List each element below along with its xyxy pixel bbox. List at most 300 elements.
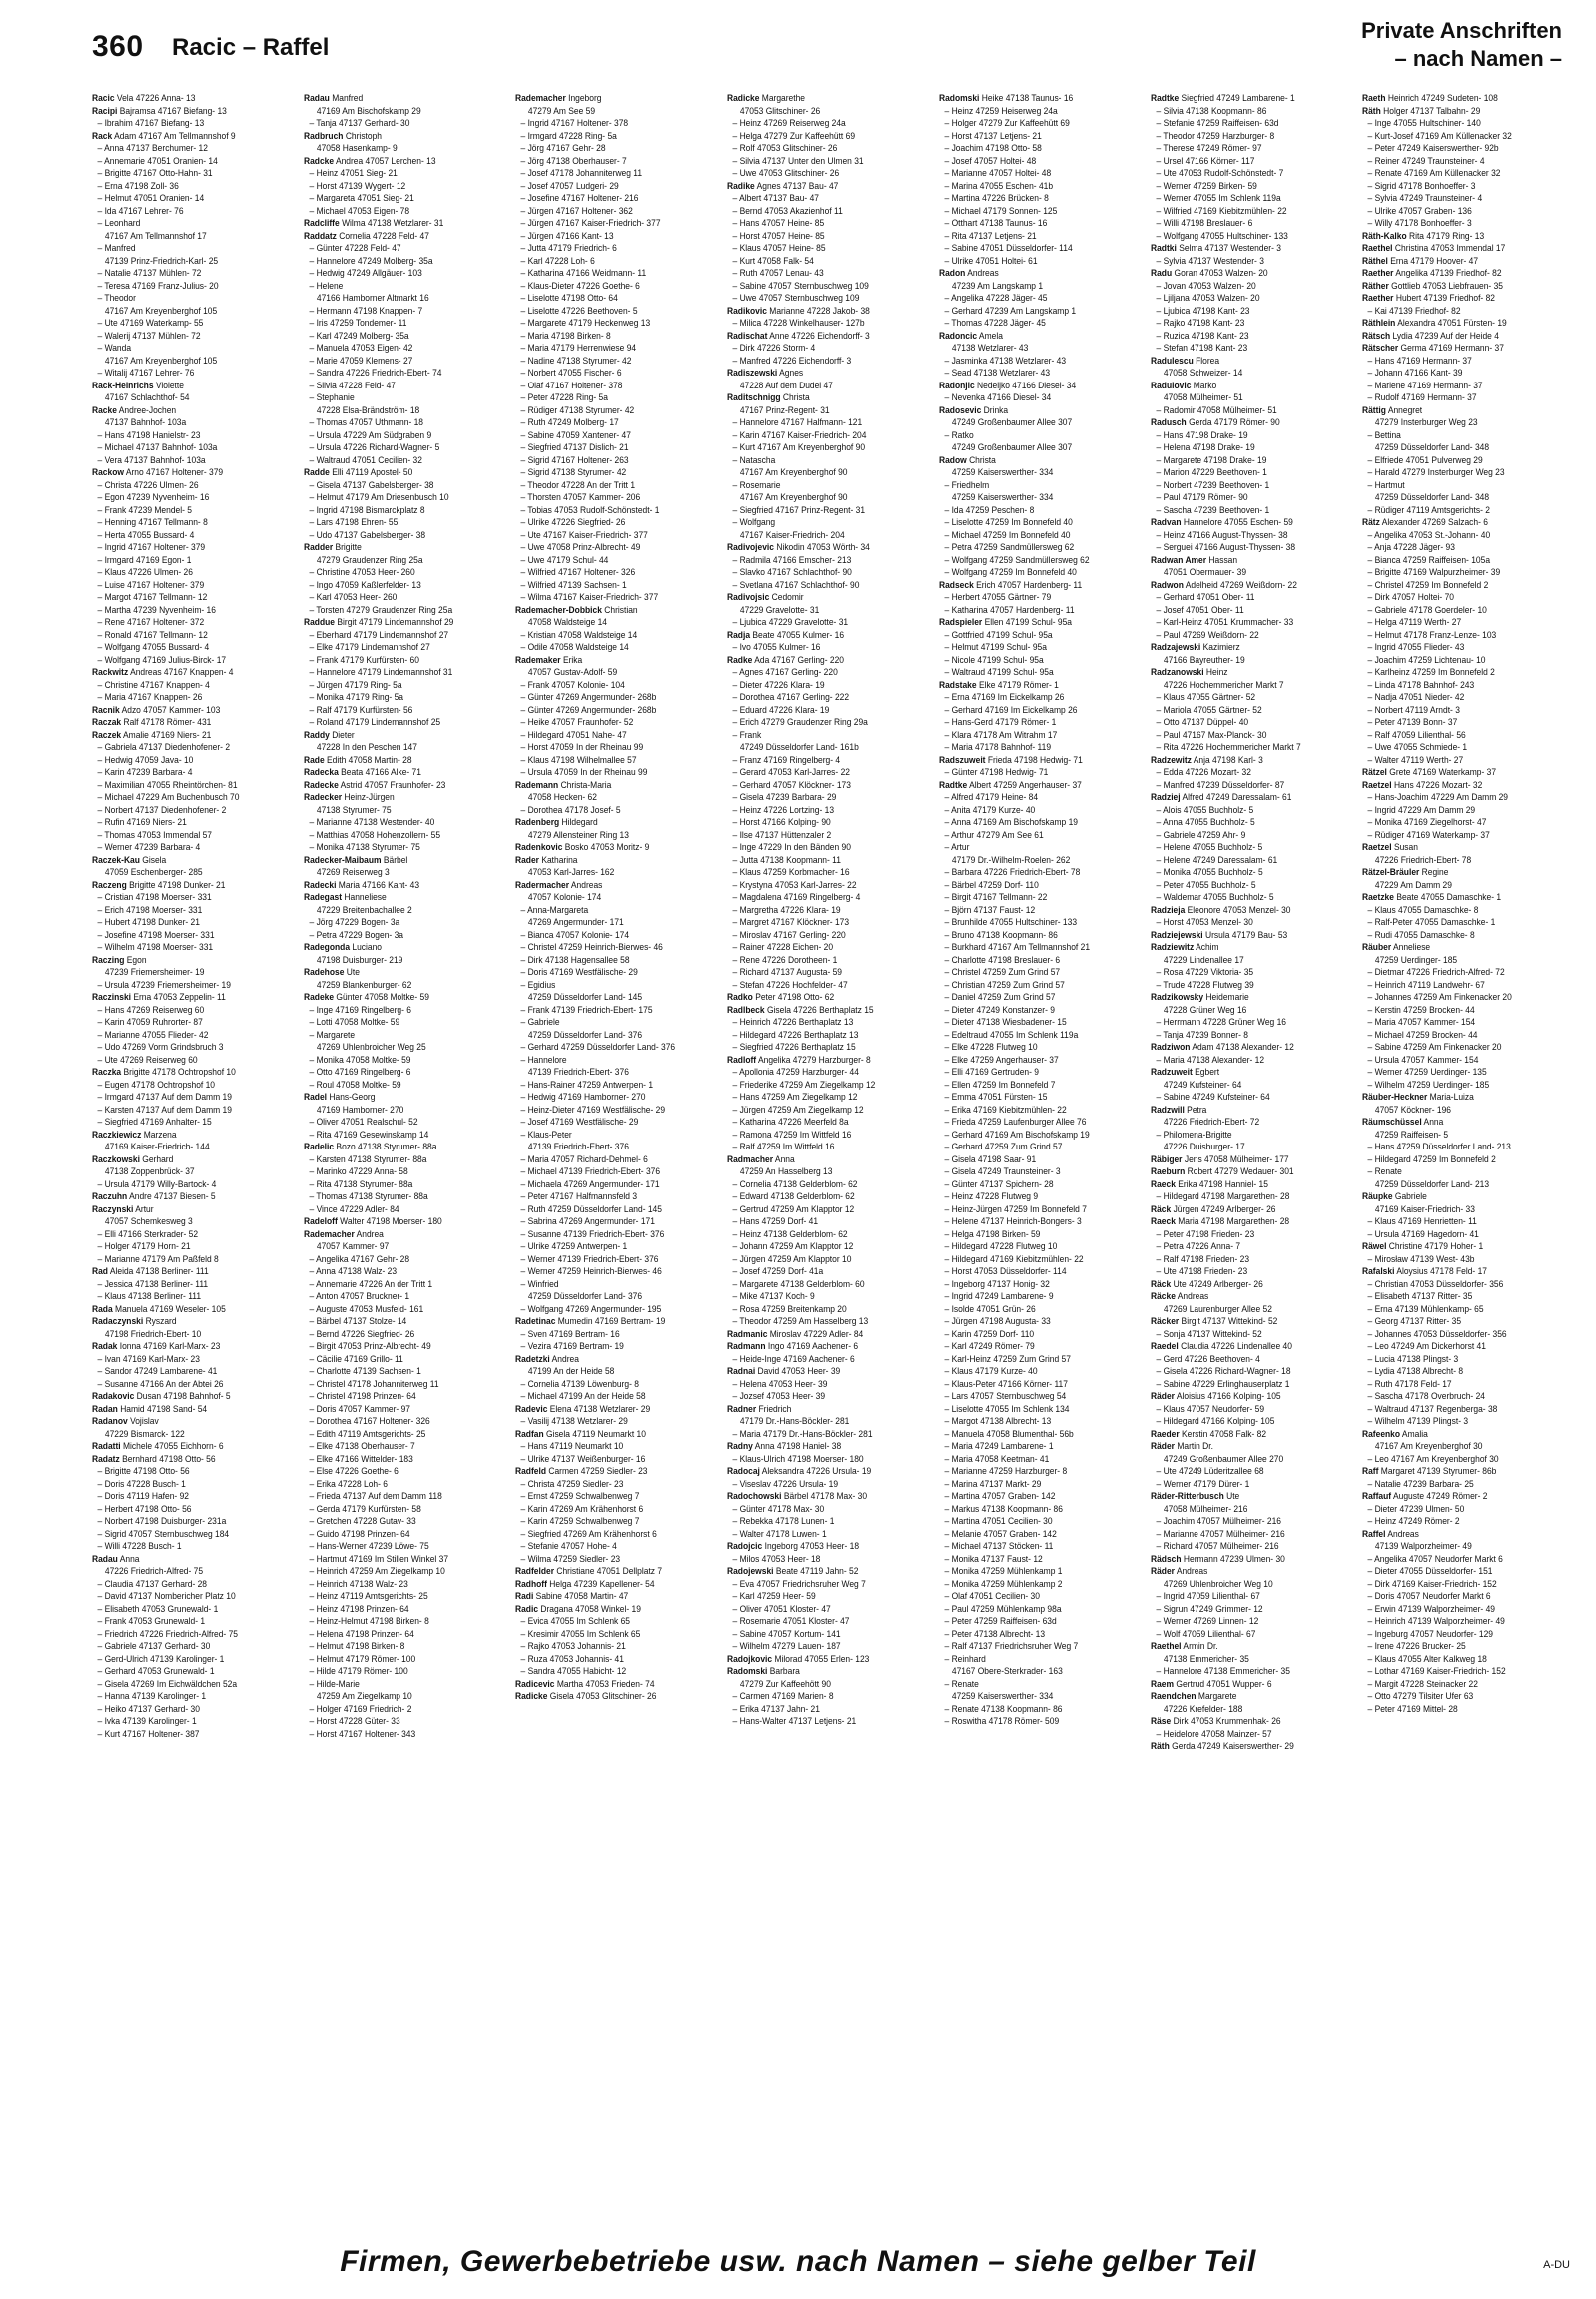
entry-details: Andrea [356, 1228, 384, 1239]
entry-details: 47169 Am Bischofskamp 29 [316, 105, 421, 116]
directory-entry [939, 991, 1129, 1004]
entry-details: Margarete [1197, 1691, 1237, 1701]
entry-surname: Radecker [304, 792, 343, 802]
entry-details: 47279 Allensteiner Ring 13 [527, 829, 629, 840]
entry-details: Christiane 47051 Dellplatz 7 [556, 1566, 663, 1576]
entry-surname: Raditschnigg [727, 392, 781, 402]
entry-details: – Hildegard 47226 Berthaplatz 13 [732, 1029, 859, 1040]
entry-details: – Sigrun 47249 Grimmer- 12 [1156, 1603, 1263, 1614]
entry-details: – Klaus-Dieter 47226 Goethe- 6 [520, 280, 640, 291]
directory-entry [939, 1203, 1129, 1216]
directory-entry [1362, 230, 1552, 243]
entry-details: – Magdalena 47169 Ringelberg- 4 [732, 892, 861, 902]
entry-details: 47139 Walporzheimer- 49 [1374, 1541, 1472, 1551]
directory-entry [304, 255, 493, 268]
entry-details: – Hans-Walter 47137 Letjens- 21 [732, 1716, 857, 1726]
directory-entry [515, 1190, 705, 1203]
entry-details: Anna 47198 Haniel- 38 [754, 1441, 842, 1451]
directory-entry [515, 367, 705, 380]
directory-entry [727, 1653, 917, 1666]
entry-surname: Radow [939, 454, 967, 465]
entry-details: – Rosa 47229 Viktoria- 35 [1156, 967, 1254, 977]
directory-entry [939, 92, 1129, 105]
directory-entry [92, 142, 282, 155]
directory-entry [1151, 1478, 1340, 1491]
directory-entry [304, 1041, 493, 1054]
entry-details: – Manuela 47058 Blumenthal- 56b [944, 1428, 1074, 1439]
directory-entry [92, 1165, 282, 1178]
entry-details: – Helena 47053 Heer- 39 [732, 1378, 828, 1389]
entry-surname: Raczinski [92, 992, 131, 1002]
entry-details: – Petra 47259 Sandmüllersweg 62 [944, 542, 1075, 552]
directory-entry [304, 380, 493, 392]
directory-entry [727, 1240, 917, 1253]
directory-entry [939, 1290, 1129, 1303]
directory-entry [939, 841, 1129, 854]
directory-entry [727, 1478, 917, 1491]
directory-entry [727, 841, 917, 854]
entry-details: Gisela 47053 Glitschiner- 26 [549, 1691, 657, 1701]
directory-entry [1151, 180, 1340, 193]
directory-entry [92, 1290, 282, 1303]
entry-details: – Ljubica 47198 Kant- 23 [1156, 305, 1250, 316]
entry-details: – Joachim 47259 Lichtenau- 10 [1367, 654, 1486, 665]
directory-entry [92, 591, 282, 604]
directory-entry [1362, 454, 1552, 467]
directory-entry [92, 1490, 282, 1503]
directory-entry [1151, 1141, 1340, 1153]
entry-surname: Radbruch [304, 130, 344, 141]
directory-column-7 [1362, 92, 1552, 2229]
directory-entry [304, 267, 493, 280]
entry-details: – Ernst 47259 Schwalbenweg 7 [520, 1491, 640, 1501]
directory-entry [1362, 1465, 1552, 1478]
directory-entry [304, 1378, 493, 1391]
entry-details: – Renate 47169 Am Küllenacker 32 [1367, 168, 1501, 178]
entry-details: – Rene 47167 Holtener- 372 [97, 617, 205, 627]
entry-details: – Rita 47226 Hochemmericher Markt 7 [1156, 742, 1301, 752]
directory-entry [939, 1628, 1129, 1641]
entry-details: – Ursula 47226 Richard-Wagner- 5 [309, 442, 440, 452]
entry-details: Gerda 47179 Römer- 90 [1189, 417, 1280, 427]
directory-entry [1151, 1315, 1340, 1328]
directory-entry [1151, 1490, 1340, 1503]
entry-details: 47167 Am Kreyenberghof 90 [739, 492, 848, 502]
entry-details: – Sigrid 47138 Styrumer- 42 [520, 467, 627, 477]
directory-entry [939, 1453, 1129, 1466]
entry-details: 47167 Kaiser-Friedrich- 204 [739, 529, 845, 540]
directory-entry [1362, 679, 1552, 692]
entry-details: 47249 Kufsteiner- 64 [1163, 1079, 1242, 1090]
entry-surname: Radtke [1151, 93, 1180, 103]
entry-details: – Hildegard 47169 Kiebitzmühlen- 22 [944, 1253, 1084, 1264]
page-footer [0, 2237, 1596, 2297]
directory-entry [939, 979, 1129, 992]
entry-details: Mumedin 47169 Bertram- 19 [557, 1316, 666, 1326]
entry-details: 47259 Kaiserswerther- 334 [951, 492, 1054, 502]
entry-details: 47249 Großenbaumer Allee 307 [951, 442, 1073, 452]
entry-details: 47166 Bayreuther- 19 [1163, 654, 1245, 665]
directory-entry [1362, 479, 1552, 492]
entry-details: Ralf 47178 Römer- 431 [123, 717, 212, 727]
directory-entry [727, 541, 917, 554]
entry-details: Siegfried 47249 Lambarene- 1 [1181, 93, 1295, 103]
directory-entry [1151, 1465, 1340, 1478]
entry-details: 47167 Am Kreyenberghof 105 [104, 305, 218, 316]
entry-details: – Bianca 47259 Raiffeisen- 105a [1367, 554, 1491, 565]
entry-details: – Peter 47138 Albrecht- 13 [944, 1628, 1046, 1639]
directory-entry [1362, 1390, 1552, 1403]
entry-details: – Ljubica 47229 Gravelotte- 31 [732, 617, 849, 627]
entry-details: – Helene 47249 Daressalam- 61 [1156, 854, 1278, 865]
directory-entry [1362, 654, 1552, 667]
entry-details: 47239 Am Langskamp 1 [951, 280, 1044, 291]
directory-entry [515, 1528, 705, 1541]
directory-entry [939, 691, 1129, 704]
directory-entry [515, 92, 705, 105]
entry-details: – Carmen 47169 Marien- 8 [732, 1691, 834, 1701]
directory-entry [92, 1665, 282, 1678]
entry-details: Aleksandra 47226 Ursula- 19 [761, 1466, 872, 1476]
directory-entry [939, 142, 1129, 155]
directory-entry [515, 1678, 705, 1691]
directory-entry [92, 804, 282, 817]
entry-details: – Ingrid 47059 Lilienthal- 67 [1156, 1591, 1260, 1601]
entry-surname: Radwon [1151, 579, 1184, 590]
entry-details: 47057 Kammer- 97 [316, 1241, 390, 1251]
entry-details: Heike 47138 Taunus- 16 [981, 93, 1074, 103]
entry-details: – Dirk 47057 Holtei- 70 [1367, 592, 1454, 602]
entry-details: – Jessica 47138 Berliner- 111 [97, 1278, 209, 1289]
directory-entry [304, 1365, 493, 1378]
entry-details: – Rufin 47169 Niers- 21 [97, 817, 187, 827]
entry-details: – Karin 47259 Schwalbenweg 7 [520, 1516, 640, 1526]
entry-surname: Raether [1362, 293, 1394, 303]
directory-entry [939, 1690, 1129, 1703]
entry-details: Aloysius 47178 Feld- 17 [1396, 1266, 1488, 1276]
directory-entry [727, 192, 917, 205]
directory-entry [727, 305, 917, 318]
entry-details: – Klaus-Ulrich 47198 Moerser- 180 [732, 1453, 864, 1464]
directory-entry [92, 1565, 282, 1578]
directory-entry [727, 529, 917, 542]
directory-entry [515, 1203, 705, 1216]
directory-entry [1362, 1116, 1552, 1129]
directory-entry [1362, 130, 1552, 143]
entry-surname: Rackow [92, 467, 124, 477]
directory-entry [1151, 866, 1340, 879]
directory-entry [515, 441, 705, 454]
entry-details: – Waldemar 47055 Buchholz- 5 [1156, 892, 1274, 902]
entry-details: 47259 Düsseldorfer Land- 145 [527, 992, 643, 1002]
entry-details: – Helmut 47179 Römer- 100 [309, 1653, 416, 1664]
entry-details: 47259 Uerdinger- 185 [1374, 954, 1458, 965]
directory-entry [1151, 330, 1340, 343]
directory-entry [304, 1690, 493, 1703]
directory-entry [1362, 729, 1552, 742]
entry-details: Florea [1196, 355, 1220, 366]
entry-surname: Radstake [939, 679, 977, 690]
entry-details: – Marianne 47259 Harzburger- 8 [944, 1466, 1068, 1476]
directory-entry [304, 566, 493, 579]
entry-surname: Räumschüssel [1362, 1117, 1422, 1127]
entry-details: – Heiko 47137 Gerhard- 30 [97, 1703, 200, 1714]
directory-entry [515, 416, 705, 429]
entry-details: – Maria 47179 Herrenwiese 94 [520, 343, 637, 353]
directory-entry [92, 1178, 282, 1191]
entry-details: 47137 Bahnhof- 103a [104, 417, 187, 427]
directory-entry [515, 1041, 705, 1054]
entry-details: – Otto 47169 Ringelberg- 6 [309, 1067, 411, 1077]
directory-entry [92, 1403, 282, 1416]
entry-details: – Otthart 47138 Taunus- 16 [944, 218, 1048, 228]
entry-details: – Helga 47198 Birken- 59 [944, 1228, 1041, 1239]
entry-details: – Monika 47259 Mühlenkamp 2 [944, 1578, 1063, 1589]
entry-surname: Radau [92, 1553, 118, 1564]
entry-details: – Ursula 47179 Willy-Bartock- 4 [97, 1178, 217, 1189]
directory-entry [1151, 1590, 1340, 1603]
entry-details: – Klaus 47169 Henrietten- 11 [1367, 1216, 1477, 1226]
entry-details: 47057 Schemkesweg 3 [104, 1216, 193, 1226]
entry-details: Lydia 47239 Auf der Heide 4 [1392, 330, 1499, 341]
directory-entry [92, 255, 282, 268]
entry-details: – Gerard 47053 Karl-Jarres- 22 [732, 767, 850, 777]
entry-details: – Renate 47138 Koopmann- 86 [944, 1703, 1063, 1714]
directory-entry [515, 791, 705, 804]
directory-entry [1151, 1515, 1340, 1528]
directory-entry [304, 1453, 493, 1466]
entry-surname: Raem [1151, 1678, 1175, 1689]
directory-entry [515, 1665, 705, 1678]
directory-entry [1151, 741, 1340, 754]
entry-details: – Heinz 47249 Römer- 2 [1367, 1516, 1460, 1526]
directory-entry [727, 1378, 917, 1391]
entry-details: – Marion 47229 Beethoven- 1 [1156, 467, 1267, 477]
entry-details: – Ingrid 47055 Flieder- 43 [1367, 642, 1465, 652]
entry-details: – Karsten 47137 Auf dem Damm 19 [97, 1104, 232, 1115]
entry-details: Albert 47259 Angerhauser- 37 [969, 779, 1082, 790]
directory-entry [304, 916, 493, 929]
entry-details: – Maria 47179 Dr.-Hans-Böckler- 281 [732, 1428, 873, 1439]
directory-entry [939, 105, 1129, 118]
directory-entry [92, 941, 282, 954]
entry-details: – Wilma 47259 Siedler- 23 [520, 1553, 621, 1564]
entry-details: – Karl 47259 Heer- 59 [732, 1591, 816, 1601]
directory-entry [1362, 117, 1552, 130]
entry-details: – Michaela 47269 Angermunder- 171 [520, 1178, 660, 1189]
entry-details: – Teresa 47169 Franz-Julius- 20 [97, 280, 219, 291]
entry-details: – Josef 47178 Johanniterweg 11 [520, 168, 643, 178]
entry-details: – Liselotte 47259 Im Bonnefeld 40 [944, 517, 1073, 527]
entry-details: – Günter 47178 Max- 30 [732, 1503, 825, 1514]
entry-details: – Heinrich 47226 Berthaplatz 13 [732, 1017, 854, 1027]
entry-details: 47167 Am Kreyenberghof 105 [104, 355, 218, 366]
entry-details: 47167 Am Kreyenberghof 90 [739, 467, 848, 477]
entry-surname: Radaczynski [92, 1316, 144, 1326]
directory-entry [727, 92, 917, 105]
entry-details: – Heinz 47228 Flutweg 9 [944, 1191, 1039, 1201]
directory-entry [1151, 604, 1340, 617]
entry-details: Germa 47169 Hermann- 37 [1400, 343, 1504, 353]
entry-details: Dieter [332, 729, 355, 740]
entry-details: Hans 47226 Mozart- 32 [1393, 779, 1483, 790]
directory-entry [727, 1228, 917, 1241]
directory-entry [515, 267, 705, 280]
directory-entry [92, 979, 282, 992]
entry-details: – Peter 47139 Bonn- 37 [1367, 717, 1458, 727]
directory-entry [304, 704, 493, 717]
entry-details: – Anja 47228 Jäger- 93 [1367, 542, 1455, 552]
entry-surname: Radziej [1151, 792, 1181, 802]
entry-details: – Jürgen 47167 Holtener- 362 [520, 205, 633, 216]
entry-surname: Räthlein [1362, 318, 1396, 328]
directory-entry [727, 1603, 917, 1616]
entry-details: – Karl 47249 Molberg- 35a [309, 330, 409, 341]
directory-entry [515, 641, 705, 654]
directory-entry [939, 566, 1129, 579]
directory-entry [1151, 1116, 1340, 1129]
entry-details: 47169 Kaiser-Friedrich- 33 [1374, 1203, 1475, 1214]
entry-details: – Angelika 47167 Gehr- 28 [309, 1253, 410, 1264]
directory-entry [1151, 691, 1340, 704]
directory-entry [1362, 1215, 1552, 1228]
entry-details: – Nadine 47138 Styrumer- 42 [520, 355, 632, 366]
directory-entry [304, 979, 493, 992]
entry-details: – Theodor 47259 Am Hasselberg 13 [732, 1316, 869, 1326]
directory-entry [727, 1503, 917, 1516]
directory-entry [1151, 1428, 1340, 1441]
directory-entry [1362, 142, 1552, 155]
entry-details: 47259 Raiffeisen- 5 [1374, 1129, 1449, 1140]
entry-details: – Herta 47055 Bussard- 4 [97, 529, 195, 540]
directory-entry [1151, 255, 1340, 268]
entry-surname: Raeder [1151, 1428, 1180, 1439]
directory-entry [1362, 317, 1552, 330]
directory-entry [939, 829, 1129, 842]
directory-entry [304, 1578, 493, 1591]
directory-entry [939, 591, 1129, 604]
directory-entry [939, 854, 1129, 867]
entry-details: – Ingrid 47229 Am Damm 29 [1367, 804, 1476, 815]
directory-entry [304, 1153, 493, 1166]
directory-entry [515, 1029, 705, 1042]
entry-surname: Raedel [1151, 1341, 1179, 1351]
entry-details: – Krystyna 47053 Karl-Jarres- 22 [732, 879, 857, 890]
directory-entry [939, 1515, 1129, 1528]
entry-details: – Horst 47053 Menzel- 30 [1156, 917, 1253, 927]
entry-details: – Ute 47053 Rudolf-Schönstedt- 7 [1156, 168, 1284, 178]
directory-entry [939, 1079, 1129, 1092]
entry-details: Aleida 47138 Berliner- 111 [109, 1266, 209, 1276]
entry-surname: Radosevic [939, 404, 982, 415]
directory-entry [304, 1565, 493, 1578]
directory-entry [1151, 1265, 1340, 1278]
entry-surname: Raddy [304, 729, 330, 740]
directory-entry [515, 466, 705, 479]
entry-surname: Raffauf [1362, 1491, 1392, 1501]
entry-details: – Wolfgang 47259 Im Bonnefeld 40 [944, 567, 1077, 577]
entry-surname: Rätscher [1362, 343, 1399, 353]
entry-details: Beate 47055 Damaschke- 1 [1396, 892, 1502, 902]
directory-entry [304, 1079, 493, 1092]
directory-entry [515, 679, 705, 692]
directory-entry [515, 529, 705, 542]
directory-entry [1362, 529, 1552, 542]
directory-entry [304, 641, 493, 654]
directory-entry [939, 916, 1129, 929]
directory-entry [515, 741, 705, 754]
directory-entry [939, 1165, 1129, 1178]
directory-entry [1151, 1091, 1340, 1104]
entry-details: Andreas [967, 268, 999, 278]
directory-entry [727, 966, 917, 979]
entry-surname: Rätzel [1362, 767, 1387, 777]
directory-entry [92, 317, 282, 330]
directory-entry [515, 841, 705, 854]
entry-details: Holger 47137 Talbahn- 29 [1383, 105, 1481, 116]
entry-details: – Hans 47269 Reiserweg 60 [97, 1004, 205, 1015]
entry-details: 47169 Hamborner- 270 [316, 1104, 404, 1115]
directory-entry [939, 1240, 1129, 1253]
entry-details: – Doris 47057 Neudorfer Markt 6 [1367, 1591, 1491, 1601]
directory-entry [727, 1290, 917, 1303]
entry-details: – Therese 47249 Römer- 97 [1156, 143, 1262, 153]
entry-details: – Ursula 47057 Kammer- 154 [1367, 1054, 1479, 1065]
directory-entry [515, 1228, 705, 1241]
entry-details: – Radomir 47058 Mülheimer- 51 [1156, 404, 1277, 415]
entry-details: – Horst 47137 Letjens- 21 [944, 130, 1042, 141]
directory-entry [92, 616, 282, 629]
directory-entry [939, 1190, 1129, 1203]
directory-entry [304, 766, 493, 779]
entry-details: 47269 Reiserweg 3 [316, 867, 390, 877]
directory-entry [1362, 691, 1552, 704]
directory-entry [1362, 105, 1552, 118]
entry-details: – Erna 47198 Zoll- 36 [97, 180, 179, 191]
directory-entry [939, 604, 1129, 617]
directory-entry [304, 716, 493, 729]
directory-entry [515, 754, 705, 767]
entry-details: – Silvia 47137 Unter den Ulmen 31 [732, 155, 864, 166]
entry-surname: Radojewski [727, 1566, 774, 1576]
directory-entry [727, 754, 917, 767]
entry-details: – Uwe 47057 Sternbuschweg 109 [732, 293, 860, 303]
directory-entry [304, 1415, 493, 1428]
entry-details: Ingeborg [568, 93, 602, 103]
entry-details: Beate 47119 Jahn- 52 [775, 1566, 859, 1576]
directory-entry [92, 816, 282, 829]
section-title-line2: – nach Namen – [1394, 46, 1562, 71]
directory-entry [1151, 904, 1340, 917]
entry-details: 47058 Schweizer- 14 [1163, 368, 1243, 378]
entry-surname: Raczuhn [92, 1191, 128, 1201]
entry-details: – Heinz 47226 Lortzing- 13 [732, 804, 835, 815]
entry-details: – Johann 47259 Am Klapptor 12 [732, 1241, 854, 1251]
entry-surname: Räth-Kalko [1362, 230, 1407, 241]
entry-details: 47249 Großenbaumer Allee 307 [951, 417, 1073, 427]
entry-surname: Radzajewski [1151, 642, 1201, 652]
entry-details: Egon [126, 954, 147, 965]
entry-details: – Sabine 47259 Am Finkenacker 20 [1367, 1042, 1502, 1052]
entry-details: Carmen 47259 Siedler- 23 [548, 1466, 648, 1476]
directory-entry [1151, 1440, 1340, 1453]
directory-entry [1362, 1440, 1552, 1453]
directory-entry [304, 1315, 493, 1328]
entry-details: – Erika 47169 Kiebitzmühlen- 22 [944, 1104, 1067, 1115]
entry-details: – Roland 47179 Lindemannshof 25 [309, 717, 441, 727]
entry-surname: Radmacher [727, 1153, 774, 1164]
directory-entry [1362, 391, 1552, 404]
